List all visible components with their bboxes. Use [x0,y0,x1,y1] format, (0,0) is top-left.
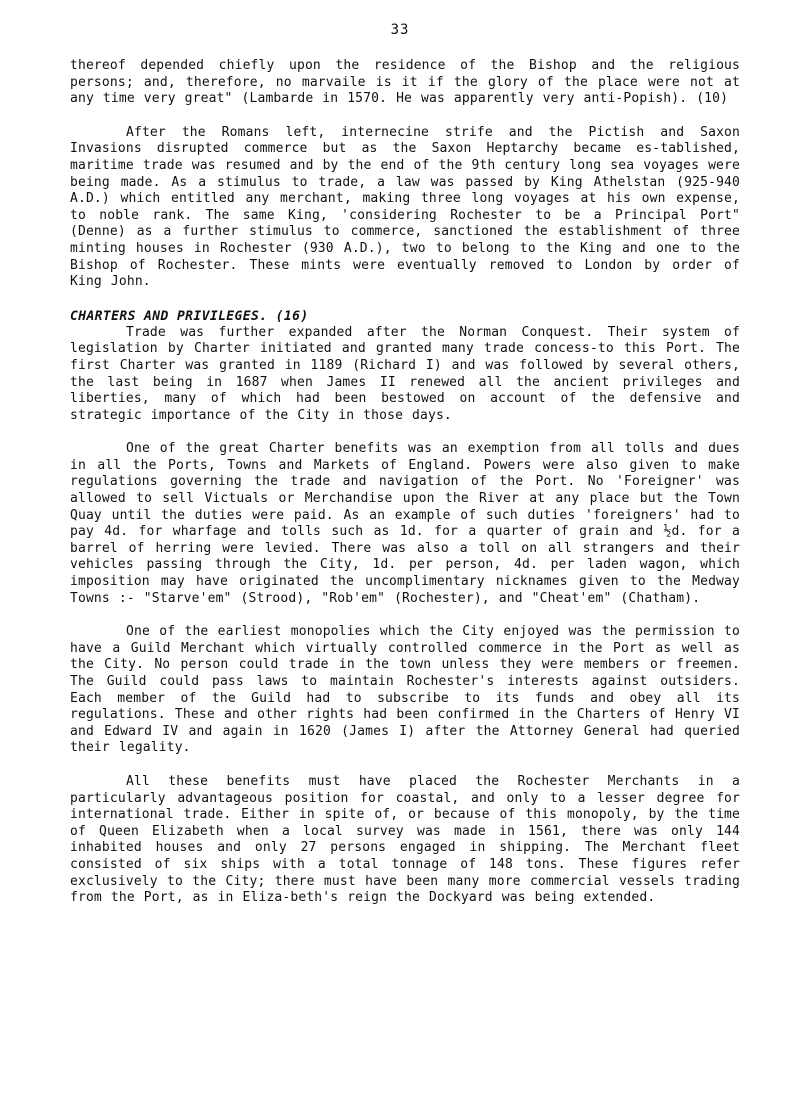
paragraph-lambarde-quote: thereof depended chiefly upon the residence of the Bishop and the religious persons; and, therefore, no marvaile is it if the glory of the place were not at any time very great" (Lambarde in 1570. He was apparently very anti-Popish). (10) [70,58,740,107]
paragraph-elizabethan-survey: All these benefits must have placed the Rochester Merchants in a particularly advantageous position for coastal, and only to a lesser degree for international trade. Either in spite of, or because of this monopoly, by the time of Queen Elizabeth when a local survey was made in 1561, there was only 144 inhabited houses and only 27 persons engaged in shipping. The Merchant fleet consisted of six ships with a total tonnage of 148 tons. These figures refer exclusively to the City; there must have been many more commercial vessels trading from the Port, as in Eliza-beth's reign the Dockyard was being extended. [70,773,740,906]
page-number: 33 [390,22,410,38]
body-text [70,58,740,924]
section-heading: CHARTERS AND PRIVILEGES. (16) [70,308,309,324]
paragraph-norman-charters: Trade was further expanded after the Norman Conquest. Their system of legislation by Charter initiated and granted many trade concess-to this Port. The first Charter was granted in 1189 (Richard I) and was followed by several others, the last being in 1687 when James II renewed all the ancient privileges and liberties, many of which had been bestowed on account of the defensive and strategic importance of the City in those days. [70,324,740,423]
paragraph-saxon-trade: After the Romans left, internecine strife and the Pictish and Saxon Invasions disrupted commerce but as the Saxon Heptarchy became es-tablished, maritime trade was resumed and by the end of the 9th century long sea voyages were being made. As a stimulus to trade, a law was passed by King Athelstan (925-940 A.D.) which entitled any merchant, making three long voyages at his own expense, to noble rank. The same King, 'considering Rochester to be a Principal Port" (Denne) as a further stimulus to commerce, sanctioned the establishment of three minting houses in Rochester (930 A.D.), two to belong to the King and one to the Bishop of Rochester. These mints were eventually removed to London by order of King John. [70,124,740,290]
paragraph-guild-merchant: One of the earliest monopolies which the City enjoyed was the permission to have a Guild Merchant which virtually controlled commerce in the Port as well as the City. No person could trade in the town unless they were members or freemen. The Guild could pass laws to maintain Rochester's interests against outsiders. Each member of the Guild had to subscribe to its funds and obey all its regulations. These and other rights had been confirmed in the Charters of Henry VI and Edward IV and again in 1620 (James I) after the Attorney General had queried their legality. [70,624,740,756]
paragraph-tolls-and-dues: One of the great Charter benefits was an exemption from all tolls and dues in all the Ports, Towns and Markets of England. Powers were also given to make regulations governing the trade and navigation of the Port. No 'Foreigner' was allowed to sell Victuals or Merchandise upon the River at any place but the Town Quay until the duties were paid. As an example of such duties 'foreigners' had to pay 4d. for wharfage and tolls such as 1d. for a quarter of grain and ½d. for a barrel of herring were levied. There was also a toll on all strangers and their vehicles passing through the City, 1d. per person, 4d. per laden wagon, which imposition may have originated the uncomplimentary nicknames given to the Medway Towns :- "Starve'em" (Strood), "Rob'em" (Rochester), and "Cheat'em" (Chatham). [70,441,740,606]
